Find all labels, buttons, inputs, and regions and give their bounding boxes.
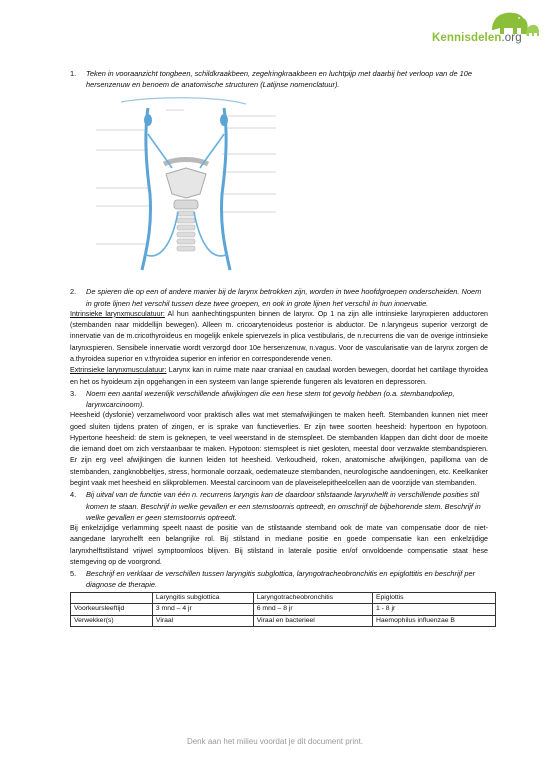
site-logo: [422, 8, 540, 56]
question-2-text: De spieren die op een of andere manier bij de larynx betrokken zijn, worden in twee hoofdgroepen onderscheiden. Noem in grote lijnen het verschil tussen deze twee groepen, en ook in grote lijnen het verschil in hun innervatie.: [86, 287, 482, 308]
table-header-cell: Laryngitis subglottica: [152, 592, 253, 604]
table-cell: 1 - 8 jr: [372, 604, 495, 616]
table-row: [71, 604, 496, 616]
extrinsic-term: Extrinsieke larynxmusculatuur:: [70, 366, 167, 375]
intrinsic-text: Al hun aanhechtingspunten binnen de larynx. Op 1 na zijn alle intrinsieke larynxpieren adductoren (stembanden naar middellijn bewegen). Alleen m. cricoarytenoideus posterior is abductor. De n.laryngeus superior verzorgt de innervatie van de m.cricothyroideus en mogelijk enkele spiervezels in plica vestibularis, de n.recurrens die van de overige intrinsieke larynxspieren. Sensibele innervatie wordt verzorgd door 10e hersenzenuw, n.vagus. Voor de vascularisatie van de larynx zorgen de a.thyroidea superior en v.thyroidea superior en inferior en corresponderende venen.: [70, 309, 488, 363]
table-cell: 6 mnd – 8 jr: [253, 604, 372, 616]
answer-3: Heesheid (dysfonie) verzamelwoord voor praktisch alles wat met stemafwijkingen te maken heeft. Stembanden kunnen niet meer goed sluiten tijdens praten of zingen, er is sprake van functieverlies. Er zijn twee soorten heesheid: hypertoon en hypotoon. Hypertone heesheid: de stem is geknepen, te veel weerstand in de stemspleet. De stembanden klappen dan dicht door de moeite die iemand doet om zich verstaanbaar te maken. Hypotoon: stemspleet is niet gesloten, meestal door verzwakte stembandspieren. Er zijn erg veel afwijkingen die kunnen leiden tot heesheid. Verkoudheid, roken, anatomische afwijkingen, papilloma van de stembanden, zangknobbeltjes, stress, hormonale oorzaak, oedemateuze stembanden, neurologische aandoeningen, etc. Keelkanker begint vaak met heesheid en slikproblemen. Meestal carcinoom van de plaveiselepitheelcellen aan de voorzijde van stembanden.: [70, 411, 488, 488]
table-header-row: [71, 592, 496, 604]
table-header-cell: Laryngotracheobronchitis: [253, 592, 372, 604]
larynx-vagus-drawing: [86, 94, 316, 272]
question-4-text: Bij uitval van de functie van één n. recurrens laryngis kan de daardoor stilstaande larynxhelft in verschillende posities stil komen te staan. Beschrijf in welke gevallen er een stemstoornis optreedt, en omschrijf de bijbehorende stem. Beschrijf in welke gevallen er geen stemstoornis optreedt.: [86, 490, 481, 522]
answer-4: Bij enkelzijdige verlamming speelt naast de positie van de stilstaande stemband ook de mate van compensatie door de niet-aangedane larynxhelft een belangrijke rol. Bij stilstand in mediane positie en goede compensatie kan een enkelzijdige larynxhelftstilstand vrijwel symptoomloos blijven. Bij stilstand in laterale positie en/of onvoldoende compensatie staat hese stemgeving op de voorgrond.: [70, 523, 488, 566]
extrinsic-text: Larynx kan in ruime mate naar craniaal en caudaal worden bewegen, doordat het cartilage thyroidea en het os hyoideum zijn opgehangen in een systeem van lange spierende fungeren als levatoren en depressoren.: [70, 366, 488, 386]
logo-tld: .org: [501, 32, 522, 44]
intrinsic-answer: [70, 309, 488, 365]
document-body: [70, 68, 488, 627]
question-1-text: Teken in vooraanzicht tongbeen, schildkraakbeen, zegelringkraakbeen en luchtpijp met daarbij het verloop van de 10e hersenzenuw en benoem de anatomische structuren (Latijnse nomenclatuur).: [86, 69, 472, 90]
larynx-nerve-illustration: [86, 94, 316, 272]
logo-brand: Kennisdelen: [432, 32, 502, 44]
table-header-cell: [71, 592, 153, 604]
question-2: 2. De spieren die op een of andere manier bij de larynx betrokken zijn, worden in twee hoofdgroepen onderscheiden. Noem in grote lijnen het verschil tussen deze twee groepen, en ook in grote lijnen het verschil in hun innervatie.: [70, 287, 482, 308]
table-cell: Viraal en bacterieel: [253, 615, 372, 627]
question-4: 4. Bij uitval van de functie van één n. recurrens laryngis kan de daardoor stilstaande larynxhelft in verschillende posities stil komen te staan. Beschrijf in welke gevallen er een stemstoornis optreedt, en omschrijf de bijbehorende stem. Beschrijf in welke gevallen er geen stemstoornis optreedt.: [70, 490, 481, 522]
question-1: 1. Teken in vooraanzicht tongbeen, schildkraakbeen, zegelringkraakbeen en luchtpijp met daarbij het verloop van de 10e hersenzenuw en benoem de anatomische structuren (Latijnse nomenclatuur).: [70, 69, 472, 90]
question-5-text: Beschrijf en verklaar de verschillen tussen laryngitis subglottica, laryngotracheobronchitis en epiglottitis en beschrijf per diagnose de therapie.: [86, 569, 476, 590]
table-cell: Voorkeursleeftijd: [71, 604, 153, 616]
table-cell: Verwekker(s): [71, 615, 153, 627]
table-cell: 3 mnd – 4 jr: [152, 604, 253, 616]
extrinsic-answer: [70, 365, 488, 388]
table-cell: Haemophilus influenzae B: [372, 615, 495, 627]
question-5: 5. Beschrijf en verklaar de verschillen tussen laryngitis subglottica, laryngotracheobronchitis en epiglottitis en beschrijf per diagnose de therapie.: [70, 569, 476, 590]
intrinsic-term: Intrinsieke larynxmusculatuur:: [70, 309, 165, 318]
table-header-cell: Epiglottis: [372, 592, 495, 604]
croup-comparison-table: [70, 592, 496, 628]
table-cell: Viraal: [152, 615, 253, 627]
page-footer: Denk aan het milieu voordat je dit document print.: [186, 737, 364, 746]
logo-wordmark: [432, 32, 522, 44]
question-3-text: Noem een aantal wezenlijk verschillende afwijkingen die een hese stem tot gevolg hebben (o.a. stembandpoliep, larynxcarcinoom).: [86, 388, 455, 410]
question-3: 3. Noem een aantal wezenlijk verschillende afwijkingen die een hese stem tot gevolg hebben (o.a. stembandpoliep, larynxcarcinoom).: [70, 388, 455, 410]
table-row: [71, 615, 496, 627]
